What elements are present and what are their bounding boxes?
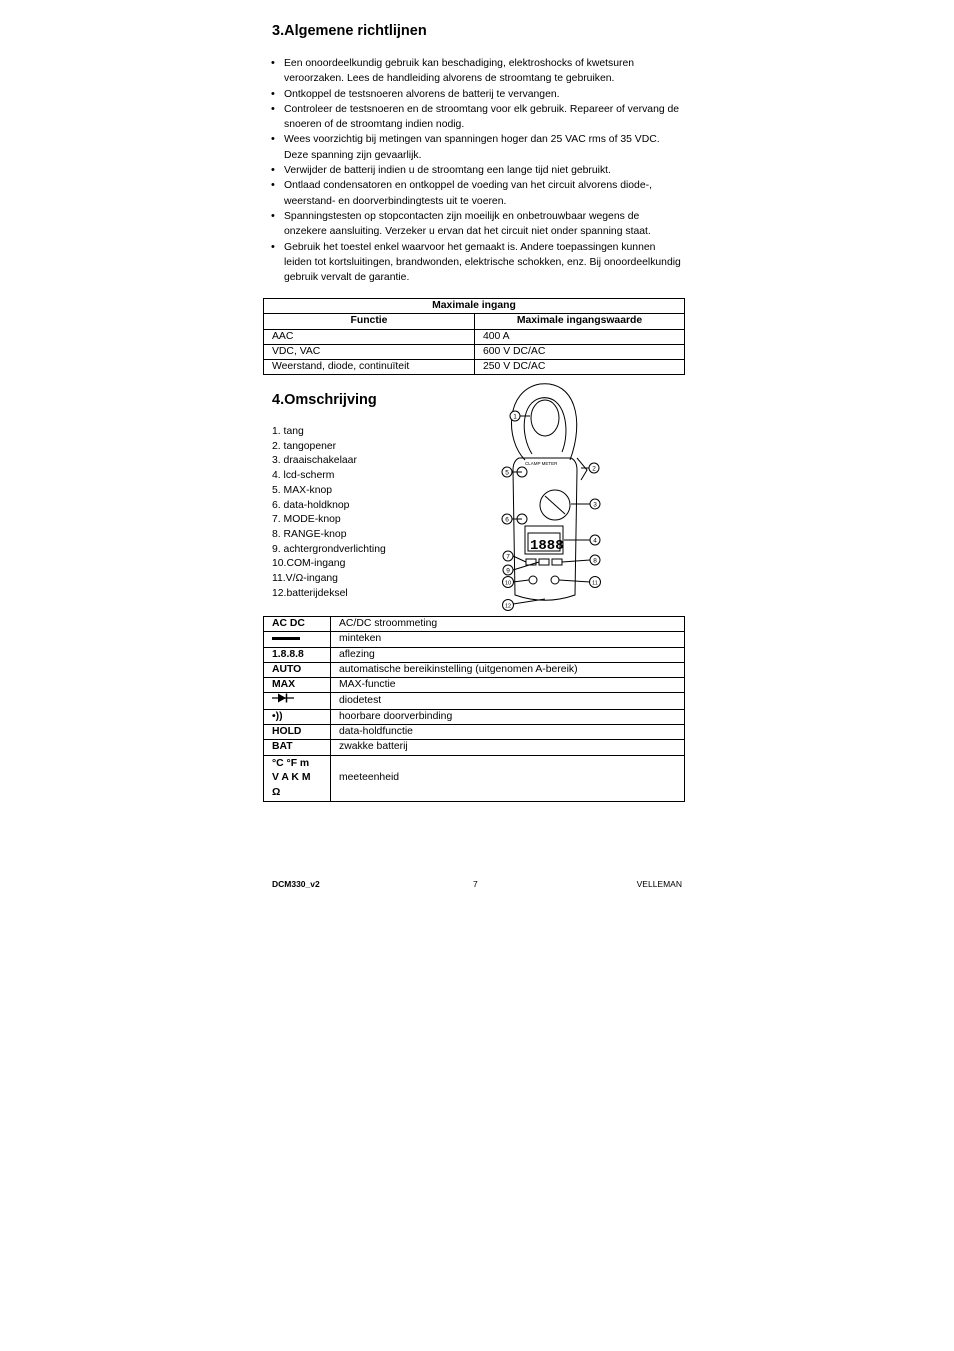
guideline-item: • Controleer de testsnoeren en de stroomtang voor elk gebruik. Repareer of vervang de snoeren of de stroomtang indien nodig. <box>271 102 681 133</box>
svg-text:4: 4 <box>593 537 597 545</box>
table-title: Maximale ingang <box>264 299 685 314</box>
part-item: 12.batterijdeksel <box>272 587 348 599</box>
callout-12 <box>503 600 514 611</box>
clamp-meter-diagram <box>485 380 605 612</box>
svg-text:1: 1 <box>513 413 517 421</box>
description-cell: MAX-functie <box>331 678 685 693</box>
svg-text:3: 3 <box>593 501 597 509</box>
svg-text:9: 9 <box>506 567 510 575</box>
minus-bar-icon <box>272 637 300 640</box>
part-item: 4. lcd-scherm <box>272 470 335 482</box>
table-cell: 600 V DC/AC <box>475 344 685 359</box>
table-row <box>264 709 685 724</box>
symbol-cell: MAX <box>264 678 331 693</box>
part-item: 5. MAX-knop <box>272 484 333 496</box>
svg-text:12: 12 <box>504 603 512 610</box>
part-item: 2. tangopener <box>272 440 337 452</box>
guideline-item: • Spanningstesten op stopcontacten zijn moeilijk en onbetrouwbaar wegens de onzekere aansluiting. Verzeker u ervan dat het circuit niet onder spanning staat. <box>271 209 681 240</box>
description-cell: meeteenheid <box>331 755 685 802</box>
unit-line: V A K M <box>272 772 311 784</box>
unit-line: °C °F m <box>272 757 310 769</box>
unit-line: Ω <box>272 786 281 798</box>
description-cell: hoorbare doorverbinding <box>331 709 685 724</box>
guidelines-list <box>271 56 681 285</box>
table-cell: VDC, VAC <box>264 344 475 359</box>
callout-5 <box>502 467 512 477</box>
svg-text:11: 11 <box>592 580 598 587</box>
table-row <box>264 662 685 677</box>
symbol-cell <box>264 755 331 802</box>
table-row <box>264 725 685 740</box>
diode-icon <box>272 693 294 703</box>
table-row <box>264 617 685 632</box>
footer-page-number: 7 <box>473 879 478 889</box>
svg-text:8: 8 <box>593 557 597 565</box>
table-header-max-value: Maximale ingangswaarde <box>475 314 685 329</box>
lcd-digits: 1888 <box>530 538 564 554</box>
guideline-item: • Wees voorzichtig bij metingen van spanningen hoger dan 25 VAC rms of 35 VDC. Deze spanning zijn gevaarlijk. <box>271 132 681 163</box>
section-3-title: 3.Algemene richtlijnen <box>272 23 427 39</box>
table-row <box>264 678 685 693</box>
footer-model: DCM330_v2 <box>272 879 320 889</box>
part-item: 7. MODE-knop <box>272 514 341 526</box>
table-row <box>264 755 685 802</box>
table-cell: Weerstand, diode, continuïteit <box>264 360 475 375</box>
symbol-cell <box>264 709 331 724</box>
part-item: 11.V/Ω-ingang <box>272 573 338 585</box>
table-row <box>264 329 685 344</box>
svg-text:5: 5 <box>505 469 509 477</box>
part-item: 9. achtergrondverlichting <box>272 543 386 555</box>
svg-text:2: 2 <box>592 465 596 473</box>
description-cell: zwakke batterij <box>331 740 685 755</box>
symbol-cell: BAT <box>264 740 331 755</box>
max-input-table <box>263 298 685 375</box>
svg-text:6: 6 <box>505 516 509 524</box>
callout-7 <box>503 551 513 561</box>
clamp-jaw-inner <box>524 398 566 454</box>
description-cell: AC/DC stroommeting <box>331 617 685 632</box>
guideline-item: • Ontkoppel de testsnoeren alvorens de batterij te vervangen. <box>271 87 681 102</box>
description-cell: aflezing <box>331 647 685 662</box>
part-item: 3. draaischakelaar <box>272 455 357 467</box>
part-item: 1. tang <box>272 426 304 437</box>
symbol-cell <box>264 632 331 647</box>
part-item: 6. data-holdknop <box>272 499 350 511</box>
meter-body <box>513 458 577 600</box>
callout-8 <box>590 555 600 565</box>
table-cell: 400 A <box>475 329 685 344</box>
description-cell: automatische bereikinstelling (uitgenomen A-bereik) <box>331 662 685 677</box>
symbol-cell: AUTO <box>264 662 331 677</box>
guideline-item: • Ontlaad condensatoren en ontkoppel de voeding van het circuit alvorens diode-, weerstand- en doorverbindingtests uit te voeren. <box>271 178 681 209</box>
symbols-table <box>263 616 685 802</box>
symbol-cell: 1.8.8.8 <box>264 647 331 662</box>
guideline-item: • Een onoordeelkundig gebruik kan beschadiging, elektroshocks of kwetsuren veroorzaken. Lees de handleiding alvorens de stroomtang te gebruiken. <box>271 56 681 87</box>
callout-4 <box>590 535 600 545</box>
section-4-title: 4.Omschrijving <box>272 392 377 408</box>
table-row <box>264 632 685 647</box>
clamp-jaw-outer <box>511 384 576 460</box>
table-cell: 250 V DC/AC <box>475 360 685 375</box>
description-cell: minteken <box>331 632 685 647</box>
table-row <box>264 647 685 662</box>
svg-text:7: 7 <box>506 553 510 561</box>
footer-brand: VELLEMAN <box>636 879 682 889</box>
callout-10 <box>503 577 514 588</box>
parts-list <box>272 425 386 601</box>
part-item: 10.COM-ingang <box>272 558 346 570</box>
table-cell: AAC <box>264 329 475 344</box>
callout-9 <box>503 565 513 575</box>
callout-11 <box>590 577 601 588</box>
table-header-function: Functie <box>264 314 475 329</box>
table-row <box>264 344 685 359</box>
description-cell: data-holdfunctie <box>331 725 685 740</box>
clamp-meter-label: CLAMP METER <box>525 461 558 466</box>
svg-text:10: 10 <box>504 580 512 587</box>
continuity-icon: •)) <box>272 710 283 722</box>
part-item: 8. RANGE-knop <box>272 528 347 540</box>
guideline-item: • Verwijder de batterij indien u de stroomtang een lange tijd niet gebruikt. <box>271 163 681 178</box>
symbol-cell: HOLD <box>264 725 331 740</box>
symbol-cell <box>264 693 331 709</box>
guideline-item: • Gebruik het toestel enkel waarvoor het gemaakt is. Andere toepassingen kunnen leiden tot kortsluitingen, brandwonden, elektrische schokken, enz. Bij onoordeelkundig gebruik vervalt de garantie. <box>271 240 681 286</box>
callout-1 <box>510 411 520 421</box>
callout-6 <box>502 514 512 524</box>
table-row <box>264 360 685 375</box>
table-row <box>264 740 685 755</box>
description-cell: diodetest <box>331 693 685 709</box>
callout-2 <box>589 463 599 473</box>
table-row <box>264 693 685 709</box>
callout-3 <box>590 499 600 509</box>
symbol-cell: AC DC <box>264 617 331 632</box>
